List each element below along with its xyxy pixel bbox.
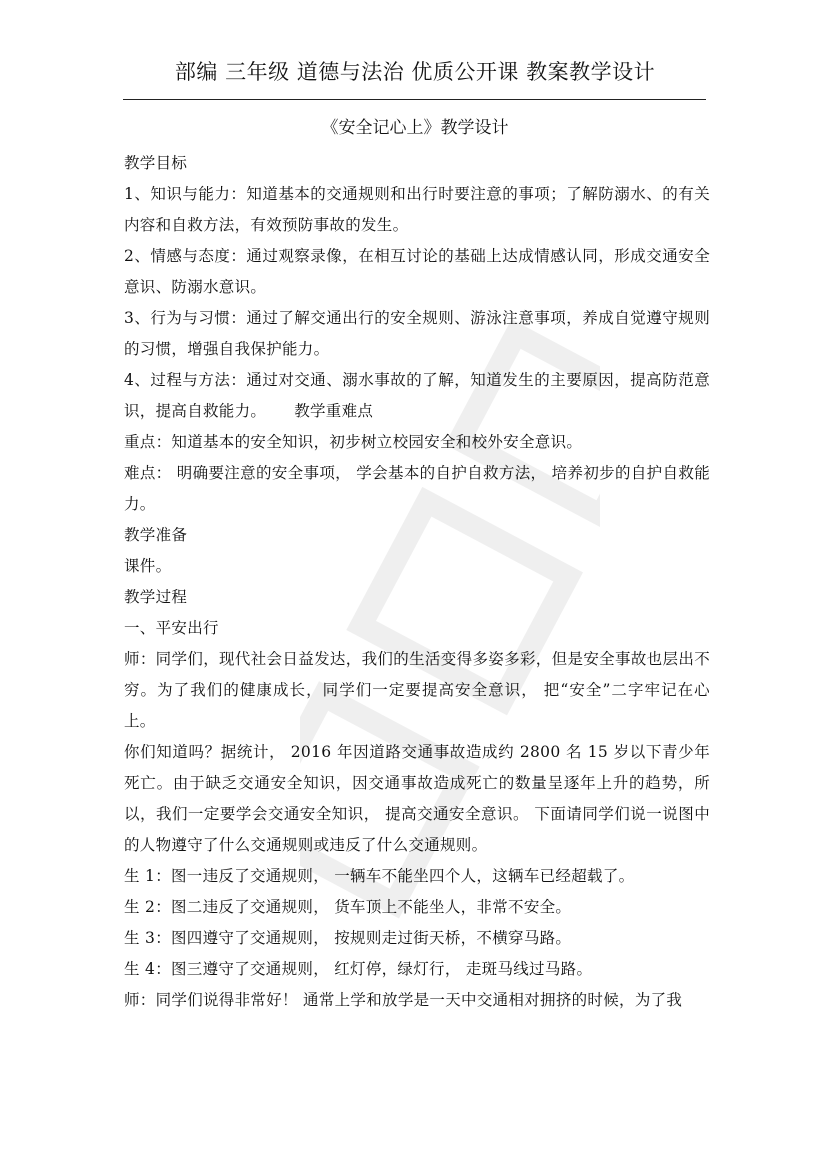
goal-knowledge: 1、知识与能力：知道基本的交通规则和出行时要注意的事项；了解防溺水、的有关内容和自救方法，有效预防事故的发生。	[124, 185, 710, 234]
student-answer-4: 生 4：图三遵守了交通规则， 红灯停，绿灯行， 走斑马线过马路。	[124, 960, 593, 978]
statistics-paragraph: 你们知道吗？据统计， 2016 年因道路交通事故造成约 2800 名 15 岁以下青少年死亡。由于缺乏交通安全知识，因交通事故造成死亡的数量呈逐年上升的趋势，所以，我们一定要学会交通安全知识， 提高交通安全意识。 下面请同学们说一说图中的人物遵守了什么交通规则或违反了什么交通规则。	[124, 743, 710, 854]
goal-process-paragraph	[124, 365, 710, 427]
student-answer-3: 生 3：图四遵守了交通规则， 按规则走过街天桥，不横穿马路。	[124, 929, 572, 947]
goal-process: 4、过程与方法：通过对交通、溺水事故的了解，知道发生的主要原因，提高防范意识，提高自救能力。	[124, 371, 710, 420]
student-answer-1: 生 1：图一违反了交通规则， 一辆车不能坐四个人，这辆车已经超载了。	[124, 867, 635, 885]
goal-behavior: 3、行为与习惯：通过了解交通出行的安全规则、游泳注意事项，养成自觉遵守规则的习惯，增强自我保护能力。	[124, 309, 710, 358]
goals-heading: 教学目标	[124, 154, 188, 172]
section-1-heading: 一、平安出行	[124, 619, 219, 637]
document-body	[124, 148, 710, 1016]
teacher-paragraph-1: 师：同学们，现代社会日益发达，我们的生活变得多姿多彩，但是安全事故也层出不穷。为了我们的健康成长，同学们一定要提高安全意识， 把“安全”二字牢记在心上。	[124, 650, 710, 730]
prep-content: 课件。	[124, 557, 172, 575]
difficult-point: 难点： 明确要注意的安全事项， 学会基本的自护自救方法， 培养初步的自护自救能力。	[124, 464, 710, 513]
teacher-paragraph-2: 师：同学们说得非常好！ 通常上学和放学是一天中交通相对拥挤的时候，为了我	[124, 991, 683, 1009]
goal-emotion: 2、情感与态度：通过观察录像，在相互讨论的基础上达成情感认同，形成交通安全意识、防溺水意识。	[124, 247, 710, 296]
process-heading: 教学过程	[124, 588, 188, 606]
key-point: 重点：知道基本的安全知识，初步树立校园安全和校外安全意识。	[124, 433, 583, 451]
student-answer-2: 生 2：图二违反了交通规则， 货车顶上不能坐人，非常不安全。	[124, 898, 572, 916]
header-divider	[123, 99, 706, 100]
header-title: 部编 三年级 道德与法治 优质公开课 教案教学设计	[174, 60, 656, 84]
keypoints-heading: 教学重难点	[294, 402, 374, 420]
document-title: 《安全记心上》教学设计	[321, 118, 509, 138]
prep-heading: 教学准备	[124, 526, 188, 544]
